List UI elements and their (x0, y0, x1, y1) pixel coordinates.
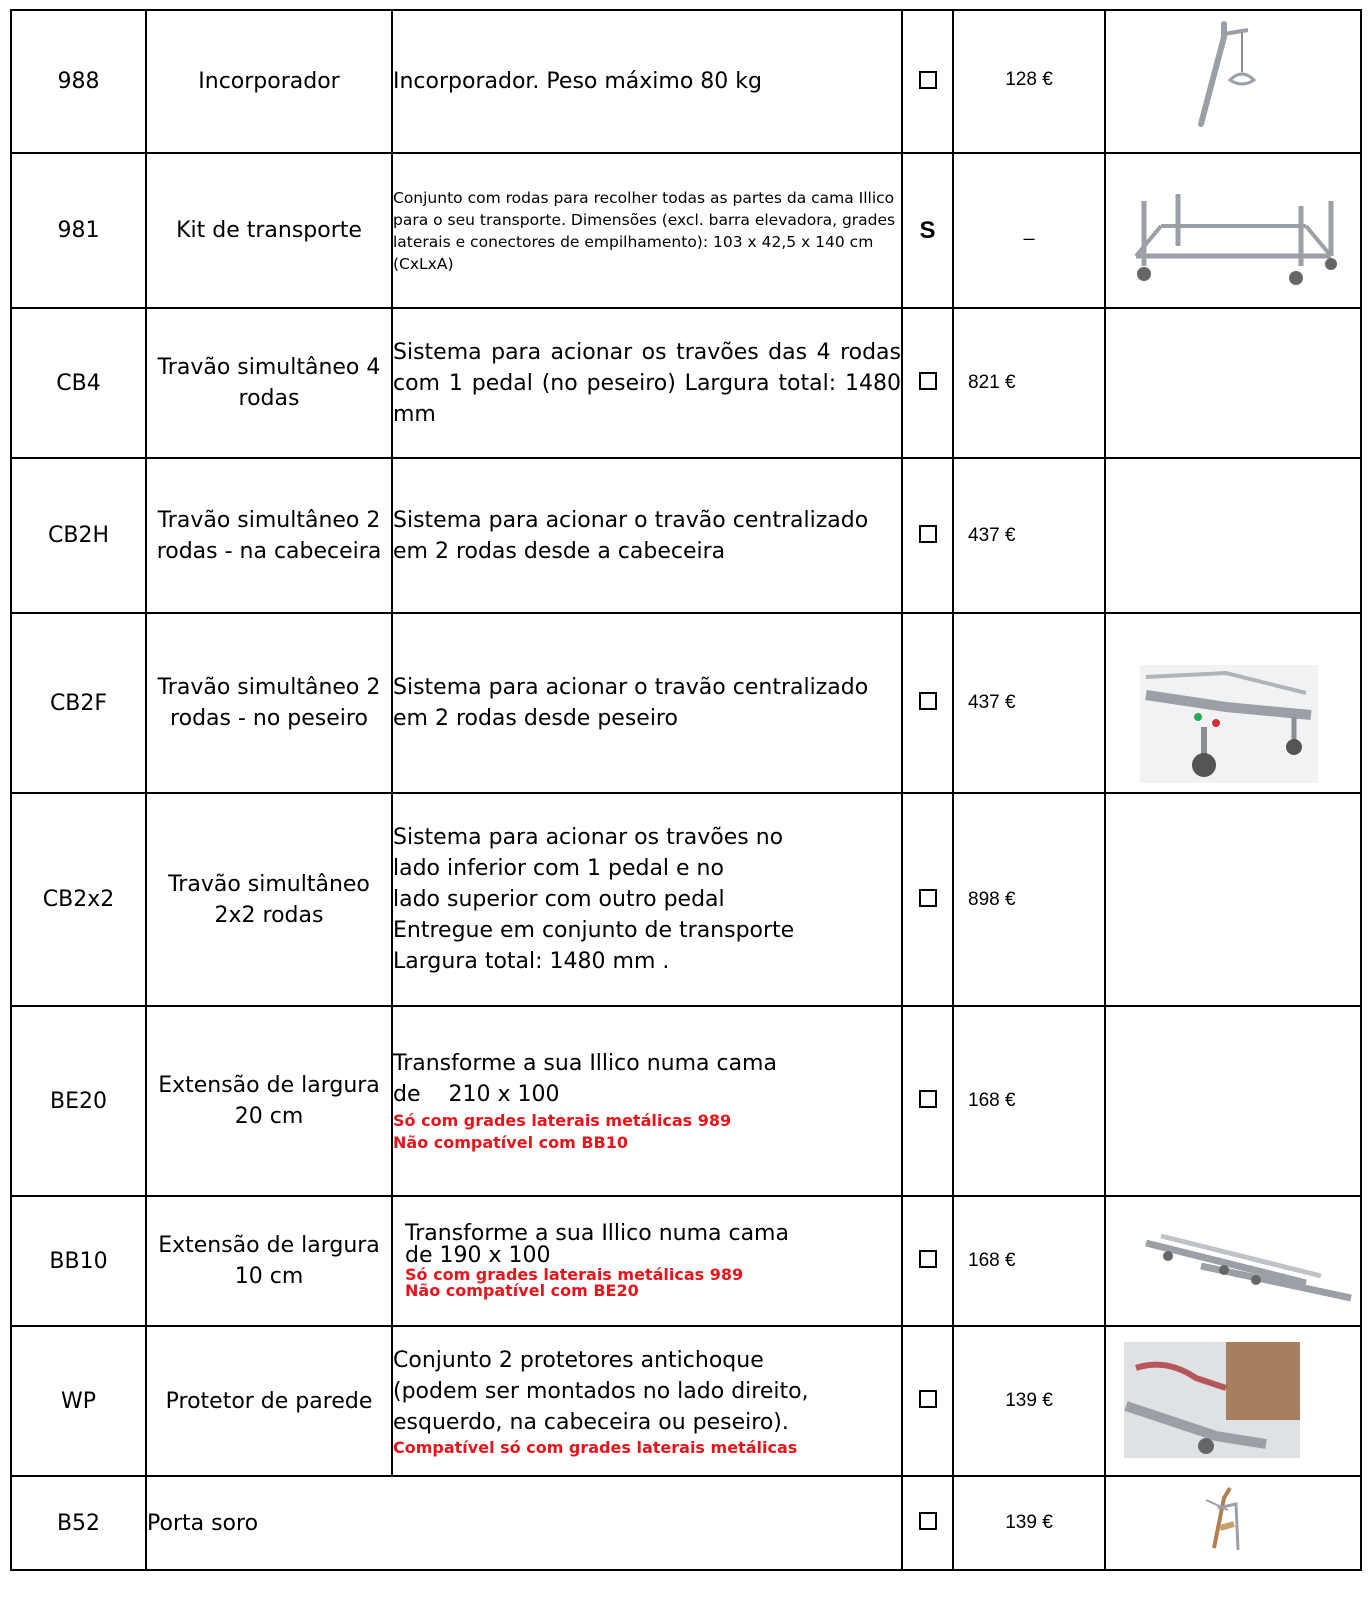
extension-bars-image (1105, 1196, 1361, 1326)
lift-pole-image (1105, 10, 1361, 153)
product-name: Kit de transporte (146, 153, 392, 308)
product-description: Conjunto com rodas para recolher todas as partes da cama Illico para o seu transporte. Dimensões (excl. barra elevadora, grades laterais e conectores de empilhamento): 103 x 42,5 x 140 cm (CxLxA) (392, 153, 902, 308)
iv-pole-image (1105, 1476, 1361, 1570)
select-checkbox[interactable] (902, 793, 953, 1006)
product-name: Travão simultâneo 2x2 rodas (146, 793, 392, 1006)
product-code: 981 (11, 153, 146, 308)
select-checkbox[interactable] (902, 308, 953, 458)
image-cell-empty (1105, 308, 1361, 458)
table-row (11, 458, 1361, 613)
table-row (11, 10, 1361, 153)
product-name: Incorporador (146, 10, 392, 153)
product-description: Transforme a sua Illico numa cama de 210 x 100 Só com grades laterais metálicas 989 Não compatível com BB10 (392, 1006, 902, 1196)
table-row (11, 308, 1361, 458)
image-cell-empty (1105, 1006, 1361, 1196)
product-name: Travão simultâneo 2 rodas - na cabeceira (146, 458, 392, 613)
select-checkbox[interactable] (902, 458, 953, 613)
product-name: Extensão de largura 10 cm (146, 1196, 392, 1326)
product-price: 139 € (953, 1476, 1105, 1570)
table-row (11, 153, 1361, 308)
checkbox-square[interactable] (919, 525, 937, 543)
product-price: 128 € (953, 10, 1105, 153)
compatibility-warning: Não compatível com BE20 (405, 1281, 639, 1300)
select-checkbox[interactable] (902, 1196, 953, 1326)
product-name: Protetor de parede (146, 1326, 392, 1476)
product-price: 168 € (953, 1196, 1105, 1326)
product-name: Travão simultâneo 4 rodas (146, 308, 392, 458)
compatibility-warning: Só com grades laterais metálicas 989 (393, 1111, 732, 1130)
select-checkbox[interactable] (902, 10, 953, 153)
product-name: Porta soro (146, 1476, 902, 1570)
select-checkbox[interactable] (902, 613, 953, 793)
product-description: Sistema para acionar o travão centralizado em 2 rodas desde a cabeceira (392, 458, 902, 613)
checkbox-square[interactable] (919, 372, 937, 390)
product-description: Incorporador. Peso máximo 80 kg (392, 10, 902, 153)
checkbox-square[interactable] (919, 71, 937, 89)
wall-protector-image (1105, 1326, 1361, 1476)
compatibility-warning: Só com grades laterais metálicas 989 (405, 1265, 744, 1284)
product-code: WP (11, 1326, 146, 1476)
product-name: Travão simultâneo 2 rodas - no peseiro (146, 613, 392, 793)
product-price: 821 € (953, 308, 1105, 458)
product-description: Sistema para acionar os travões das 4 rodas com 1 pedal (no peseiro) Largura total: 1480 mm (392, 308, 902, 458)
product-price: 168 € (953, 1006, 1105, 1196)
product-price: 437 € (953, 613, 1105, 793)
checkbox-square[interactable] (919, 1250, 937, 1268)
product-description: Transforme a sua Illico numa cama de 190 x 100 Só com grades laterais metálicas 989 Não compatível com BE20 (392, 1196, 902, 1326)
product-code: CB2F (11, 613, 146, 793)
product-price: 139 € (953, 1326, 1105, 1476)
select-checkbox[interactable] (902, 1006, 953, 1196)
image-cell-empty (1105, 458, 1361, 613)
compatibility-warning: Compatível só com grades laterais metálicas (393, 1437, 798, 1457)
select-checkbox[interactable] (902, 1476, 953, 1570)
table-row (11, 793, 1361, 1006)
table-row (11, 1476, 1361, 1570)
brake-wheels-image (1105, 613, 1361, 793)
accessories-table (10, 9, 1362, 1571)
product-description: Sistema para acionar os travões no lado inferior com 1 pedal e no lado superior com outro pedal Entregue em conjunto de transporte Largura total: 1480 mm . (392, 793, 902, 1006)
checkbox-square[interactable] (919, 1512, 937, 1530)
table-row (11, 1196, 1361, 1326)
product-price: 898 € (953, 793, 1105, 1006)
checkbox-square[interactable] (919, 1390, 937, 1408)
select-checkbox[interactable] (902, 1326, 953, 1476)
product-price: 437 € (953, 458, 1105, 613)
compatibility-warning: Não compatível com BB10 (393, 1133, 628, 1152)
table-row (11, 1326, 1361, 1476)
checkbox-square[interactable] (919, 889, 937, 907)
transport-kit-image (1105, 153, 1361, 308)
table-row (11, 1006, 1361, 1196)
product-description: Conjunto 2 protetores antichoque (podem ser montados no lado direito, esquerdo, na cabeceira ou peseiro). Compatível só com grades laterais metálicas (392, 1326, 902, 1476)
product-code: 988 (11, 10, 146, 153)
product-name: Extensão de largura 20 cm (146, 1006, 392, 1196)
product-price: _ (953, 153, 1105, 308)
product-code: CB4 (11, 308, 146, 458)
product-code: B52 (11, 1476, 146, 1570)
product-code: BB10 (11, 1196, 146, 1326)
checkbox-square[interactable] (919, 1090, 937, 1108)
table-row (11, 613, 1361, 793)
checkbox-square[interactable] (919, 692, 937, 710)
product-description: Sistema para acionar o travão centralizado em 2 rodas desde peseiro (392, 613, 902, 793)
product-code: BE20 (11, 1006, 146, 1196)
image-cell-empty (1105, 793, 1361, 1006)
standard-mark: S (902, 153, 953, 308)
product-code: CB2x2 (11, 793, 146, 1006)
product-code: CB2H (11, 458, 146, 613)
